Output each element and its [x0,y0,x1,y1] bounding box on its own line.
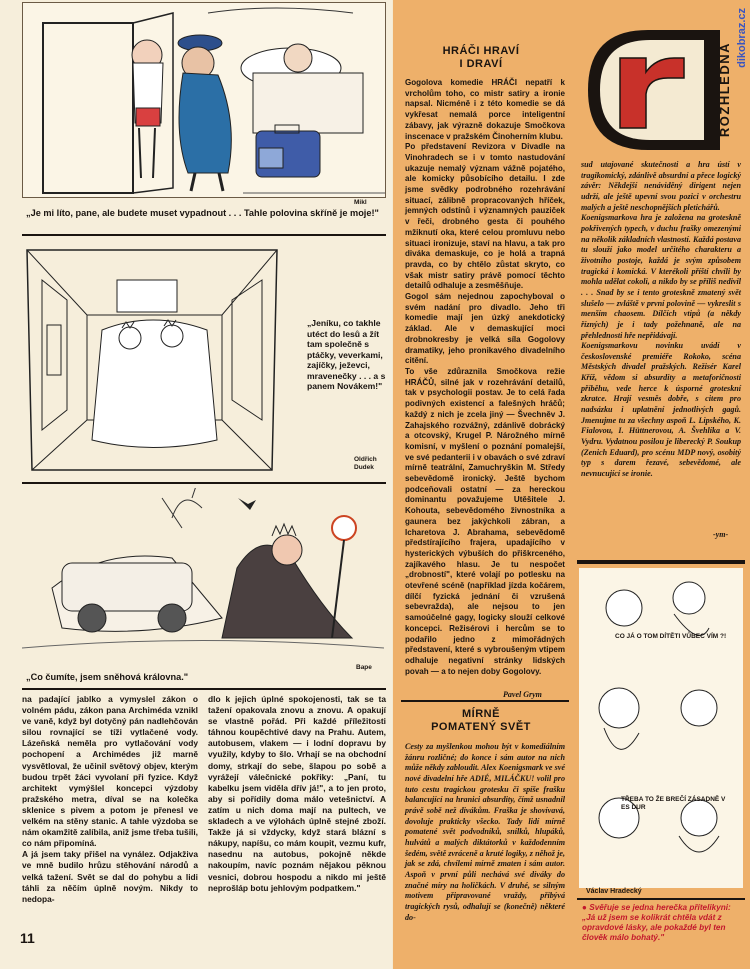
watermark: dikobraz.cz [736,8,748,68]
divider [22,688,386,690]
red-note [582,903,742,943]
page-number: 11 [20,930,35,946]
article2-title [395,708,567,734]
cartoon-wardrobe-caption: „Je mi líto, pane, ale budete muset vypadnout . . . Tahle polovina skříně je moje!" [26,208,379,218]
cartoon-snow-queen-author: Bape [356,664,372,671]
cartoon-bed-author: Oldřich Dudek [354,456,377,471]
divider [22,234,386,236]
article2-body-col1: Cesty za myšlenkou mohou být v komediálním žánru rozličné; do konce i sám autor na nich může někdy zabloudit. Alex Koenigsmark ve své nové divadelní hře ADIÉ, MILÁČKU! volil pro tuto cestu tragickou grotesku či spíše frašku balancující na hranici absurdity, čímž usnadnil právě sobě než divákům. Fraška je shovívavá, dovoluje prakticky všecko. Tady lidí mírně pomatené svět podvodníků, snílků, hlupáků, hulvátů a malých diktátorků v každodenním šedém, světě zvráceně a kruté logiky, z něhož je, jak se zdá, chvílemi mírně zmaten i sám autor. Aspoň v první půli nechává své diváky do značné míry na holičkách. V druhé, se silným motivem připravované vraždy, přibývá tragických rysů, odhalují se (konečně) některé do- [405,742,565,922]
cartoon-babies-bubble1: CO JÁ O TOM DÍTĚTI VŮBEC VÍM ?! [615,633,727,640]
divider [22,482,386,484]
cartoon-wardrobe-drawing [23,3,385,197]
article2-author: -ym- [713,530,729,539]
cartoon-snow-queen [22,488,384,656]
section-label: ROZHLEDNA [717,42,732,138]
cartoon-wardrobe-author: Mikl [354,199,367,206]
cartoon-babies-bubble2: TŘEBA TO ŽE BREČÍ ZÁSADNĚ V ES DUR [621,796,726,811]
cartoon-wardrobe [22,2,386,198]
divider [577,898,745,900]
divider [401,700,569,702]
cartoon-bed [22,240,284,476]
article1-title-line1: HRÁČI HRAVÍ [442,45,520,57]
cartoon-babies-author: Václav Hradecký [586,888,642,895]
cartoon-snow-queen-caption: „Co čumíte, jsem sněhová královna." [26,672,189,682]
divider [577,560,745,564]
rozhledna-logo [586,28,720,152]
left-body-col2: dlo k jejich úplné spokojenosti, tak se ta tažení opakovala znovu a znovu. A opakují se vlastně pořád. Při každé příležitosti táhnou koupěchtivé davy na Prahu. Autem, autobusem, vlakem — i lodní dopravu by využily, kdyby to šlo. Vrhají se na obchodní domy, strkají do sebe, šlapou po sobě a vyrážejí válečnické pokřiky: „Paní, tu kabelku jsem viděla dřív já!", a to jen proto, aby si pořídily doma málo vetešnictví. A zatím u nich doma mají na pultech, ve skladech a ve výlohách úplně stejné zboží. Takže já si vždycky, když stará blázní s nákupy, napíšu, co mám koupit, vezmu kufr, nasednu na autobus, pokojně někde nakoupím, navíc poznám nějakou pěknou vesnici, dobrou hospodu a nikdo mi ještě neprošláp botu jehlovým podpatkem." [208,694,386,893]
article1-title-line2: I DRAVÍ [459,58,503,70]
cartoon-babies-drawing [579,568,743,888]
article2-body-col2: sud utajované skutečnosti a hra ústí v tragikomický, zdánlivě absurdní a přece logický závěr: Někdejší nenáviděný dirigent nejen udrží, ale ještě upevní svou pozici v orchestru malých a ještě neschopnějších pletichářů. Koenigsmarkova hra je založena na groteskně pokřivených typech, v duchu frašky omezenými na několik základních vlastností. Každá postava tu slouží jako model určitého charakteru a životního postoje, každá je svým způsobem tragická i komická. V kterékoli příští chvíli by mohla udělat cokoli, a nikdo by se příliš nedivil . . . Snad by se i tento groteskně zmatený svět slušelo — zvláště v první polovině — vykreslit s menším chaosem. Dílčích vtipů (a někdy řízných) je i tady požehnaně, ale na přehlednosti hře nepřidávají. Koenigsmarkovu novinku uvádí v československé premiéře Rokoko, scéna Městských divadel pražských. Režisér Karel Kříž, vědom si absurdity a metaforičnosti příběhu, vede herce k úsporné groteskní zkratce. Hrají vesměs dobře, s citem pro nadsázku i uplatnění jednotlivých gagů. Jmenujme tu za všechny aspoň L. Lipského, K. Fialovou, I. Hüttnerovou, A. Švehlíka a V. Vydru. Vydatnou posilou je liberecký P. Soukup (Zenich Eduard), pro scénu MDP nový, osobitý typ s darem řezavé, sebevědomé, ale nevnucující se ironie. [581,160,741,479]
cartoon-bed-drawing [22,240,284,476]
article1-title [395,45,567,71]
article2-title-line1: MÍRNĚ [462,708,500,720]
red-note-text: Svěřuje se jedna herečka přítelikyni: „Já už jsem se kolikrát chtěla vdát z opravdové lásky, ale pokaždé byl ten člověk málo bohatý." [582,903,731,942]
left-body-col1: na padající jablko a vymyslel zákon o volném pádu, zákon pana Archiméda vznikl ve vaně, když byl dotyčný pán nadlehčován silou rovnající se tíži vytlačené vody. Lázeňská neměla pro vytlačování vody pochopení a Archimédes již marně vysvětloval, že učinil světový objev, kterým budou trpět žáci vyvolaní při fyzice. Když architekt vymýšlel koncepci výzdoby pražského metra, díval se na kolečka sklenice s pivem a potom je přenesl ve velkém na stěny stanic. A tahle výzdoba se nám okamžitě zalíbila, aniž jsme třeba tušili, co nám připomíná. A já jsem taky přišel na vynález. Odjakživa ve mně budilo hrůzu stěhování národů a velká tažení. Svět se dal do pohybu a lidi táhli za něčím úplně novým. Nikdy to nedopa- [22,694,198,904]
right-panel [393,0,750,969]
article2-title-line2: POMATENÝ SVĚT [431,721,531,733]
article1-body: Gogolova komedie HRÁČI nepatří k vrcholům toho, co mistr satiry a ironie napsal. Nicméně i z této komedie se dá vykřesat nemalá porce inteligentní zábavy, jak výrazně dokazuje Smočkova inscenace v pražském Činoherním klubu. Po představení Revizora v Divadle na Vinohradech se i v tomto nastudování ukazuje nemalý význam vážně pojatého, ale komicky působícího detailu. I zde jsme svědky podrobného rozehrávání situací, zálibně propracovaných hříček, jemných odstínů i významných pauziček v řeči, drobného gesta či pouhého mžiknutí oka, které celou promluvu nebo situaci ironizuje, staví na hlavu, a tak pro diváka demaskuje, co je holá a trapná pravda, co by chtělo zůstat skryto, co však mistr satiry právě pomocí těchto detailů odhaluje a zesměšňuje. Gogol sám nejednou zapochyboval o svém nadání pro divadlo. Jeho tři komedie mají jen úzký anekdotický základ. Ale v demaskující moci drobnokresby je velká síla Gogolovy dramatiky, jeho pronikavého divadelního citění. To vše zdůraznila Smočkova režie HRÁČŮ, silné jak v rozehrávání detailů, tak v psychologii postav. Je to celá řada podivných existencí a falešných hráčů; každý z nich je zcela jiný — Švechněv J. Zahajského rozvážný, zdánlivě dobrácký a otcovský, Krugel P. Nárožného mírně komisní, v myšlení o poznání pomalejší, ve své pedanterii i v obavách o své zdraví mírně teatrální, Zamuchryškin M. Středy sebevědomě ironický. Ještě bychom podceňovali ostatní — za hereckou dominantu považujeme Utěšitele J. Kohouta, sebevědomého živnostníka a gaunera bez jakýchkoli zábran, a Icharetova J. Abrahama, sebevědomě předstírajícího frajera, upadajícího v hysterických výbuších do přiškrceného, zajíkavého hlasu. Je tu nespočet „drobností", které volají po potlesku na otevřené scéně (například jízda kočárem, dílčí fyzická jednání či vzrušená sebevražda), ale nejsou to jen samoúčelné gagy, logicky slouží celkové koncepci. Režisérovi i hercům se to podařilo jedno z mimořádných představení, které s vybroušeným vtipem odhaluje negativní stránky lidských povah — a to nejen doby Gogolovy. [405,78,565,676]
cartoon-babies [579,568,743,888]
logo-shape [586,28,720,152]
bullet-icon: ● [582,903,587,912]
cartoon-snow-queen-drawing [22,488,384,656]
article1-author: Pavel Grym [503,690,542,699]
cartoon-bed-speech: „Jeníku, co takhle utéct do lesů a žít tam společně s ptáčky, veverkami, zajíčky, ježevci, mravenečky . . . a s panem Novákem!" [307,318,386,391]
